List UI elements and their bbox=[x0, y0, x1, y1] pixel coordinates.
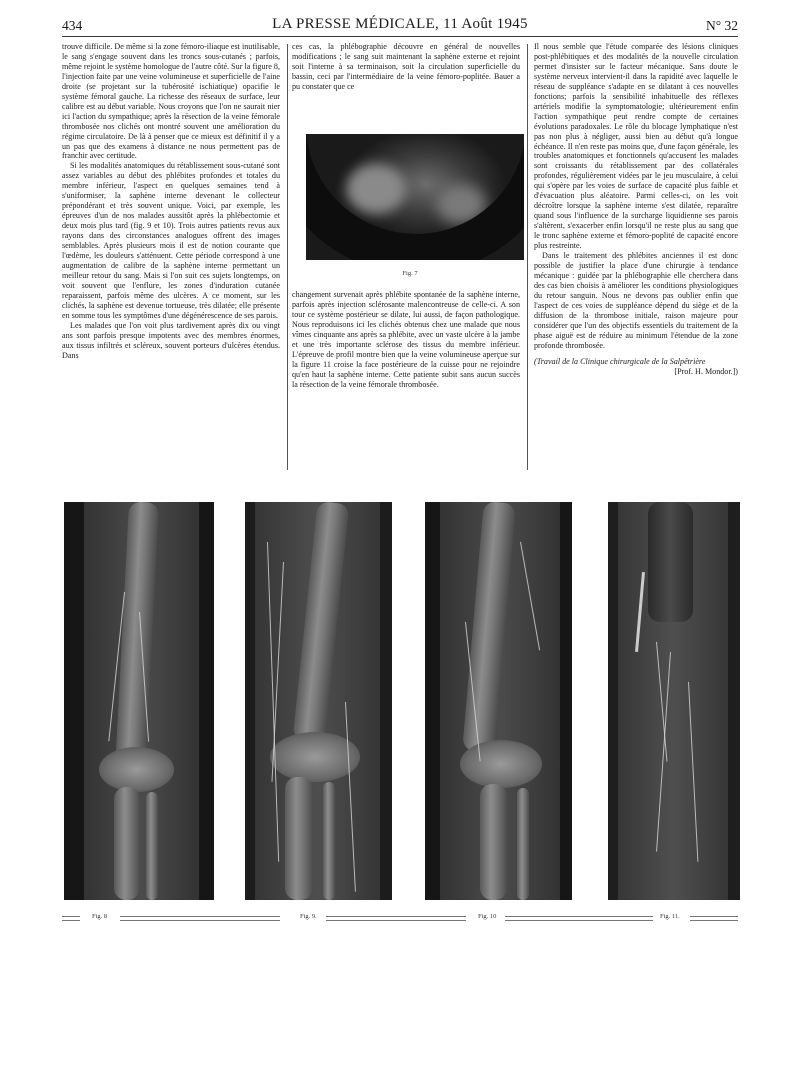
paragraph: Dans le traitement des phlébites anciennes il est donc possible de justifier la place d'une chirurgie à tendance mécanique : guidée par la phlébographie elle cherchera dans des cas bien choisis à améliorer les conditions physiologiques du retour sanguin. Nous ne devons pas oublier enfin que l'aspect de ces voies de suppléance dépend du siège et de la diffusion de la thrombose initiale, raison majeure pour considérer que l'un des objectifs essentiels du traitement de la phase aiguë est de réduire au minimum l'étendue de la zone profonde thrombosée. bbox=[534, 251, 738, 350]
caption-rule bbox=[120, 916, 280, 921]
credit-professor: [Prof. H. Mondor.]) bbox=[674, 366, 738, 376]
text-column-2-bottom bbox=[292, 290, 520, 472]
caption-rule bbox=[62, 916, 80, 921]
paragraph: changement survenait après phlébite spontanée de la saphène interne, parfois après injection sclérosante malencontreuse de celle-ci. A son tour ce système postérieur se dilate, lui aussi, de façon pathologique. Nous reproduisons ici les clichés obtenus chez une malade que nous vîmes cinquante ans après sa phlébite, avec un vaste ulcère à la jambe et une très importante sclérose des tissus du membre inférieur. L'épreuve de profil montre bien que la veine volumineuse aperçue sur la figure 11 croise la face postérieure de la cuisse pour ne rejoindre qu'en haut la saphène interne. Cette patiente subit sans aucun succès la résection de la veine fémorale thrombosée. bbox=[292, 290, 520, 389]
paragraph: ces cas, la phlébographie découvre en général de nouvelles modifications ; le sang suit maintenant la saphène externe et rejoint soit l'interne à sa terminaison, soit la circulation superficielle du bassin, ceci par l'intermédiaire de la veine fémoro-poplitée. Bauer a pu constater que ce bbox=[292, 42, 520, 91]
paragraph: Les malades que l'on voit plus tardivement après dix ou vingt ans sont parfois presque impotents avec des membres énormes, aux tissus infiltrés et scléreux, souvent porteurs d'ulcères étendus. Dans bbox=[62, 320, 280, 360]
figure-8-xray bbox=[64, 502, 214, 900]
figure-8-caption: Fig. 8 bbox=[92, 913, 108, 920]
page-header bbox=[62, 12, 738, 42]
caption-rule bbox=[505, 916, 653, 921]
figure-11-xray bbox=[608, 502, 740, 900]
figure-10-caption: Fig. 10 bbox=[478, 913, 497, 920]
text-column-1 bbox=[62, 42, 280, 472]
figure-11-caption: Fig. 11. bbox=[660, 913, 680, 920]
column-divider bbox=[287, 44, 288, 470]
paragraph: trouve difficile. De même si la zone fémoro-iliaque est inutilisable, le sang s'engage souvent dans les troncs sous-cutanés ; parfois, même rejoint le système homologue de l'autre côté. Sur la figure 8, l'injection faite par une veine volumineuse et superficielle de l'aine droite (se projetant sur la tubérosité ischiatique) opacifie le système fémoral gauche. La richesse des réseaux de surface, leur calibre est au début variable. Nous croyons que l'on ne saurait nier ici l'action du sympathique; après la résection de la veine fémorale thrombosée nos clichés ont montré souvent une amélioration du régime circulatoire. De là à penser que ce mieux est définitif il y a un pas que des examens à distance ne nous permettent pas de franchir avec certitude. bbox=[62, 42, 280, 161]
issue-number: N° 32 bbox=[705, 18, 738, 33]
paragraph: Si les modalités anatomiques du rétablissement sous-cutané sont assez variables au début des phlébites profondes et totales du membre inférieur, l'aspect en quelques semaines tend à s'uniformiser, la saphène interne devenant le collecteur prépondérant et très souvent unique. Voici, par exemple, les épreuves d'un de nos malades aussitôt après la phlébectomie et deux mois plus tard (fig. 9 et 10). Trois autres patients revus aux rayons dans des circonstances analogues offrent des images semblables. Après plusieurs mois il est de notion courante que l'œdème, les douleurs s'atténuent. Cette période correspond à une augmentation de calibre de la saphène interne permettant un meilleur retour du sang. Mais si l'on suit ces sujets longtemps, on voit souvent que l'enflure, les zones d'induration cutanée reparaissent, parfois même des ulcères. A ce moment, sur les clichés, la saphène est devenue tortueuse, très dilatée; elle présente en somme tous les symptômes d'une dégénérescence de ses parois. bbox=[62, 161, 280, 320]
paragraph: Il nous semble que l'étude comparée des lésions cliniques post-phlébitiques et des modalités de la nouvelle circulation permet d'insister sur le facteur mécanique. Sans doute le système nerveux intervient-il dans la rapidité avec laquelle le réseau de suppléance s'adapte en se dilatant à ces nouvelles fonctions; parfois la sensibilité inhabituelle des réflexes artériels modifie la symptomatologie; ultérieurement enfin l'action sympathique peut rendre compte de certaines évolutions paradoxales. Le rôle du blocage lymphatique n'est pas non plus à négliger, aussi bien au début qu'à longue échéance. Il n'en reste pas moins que, d'une façon générale, les troubles anatomiques et fonctionnels qu'accusent les malades sont croissants du rétablissement par des collatérales profondes, régulièrement vidées par le jeu musculaire, à celui qui s'opère par les voies de surface de capacité plus faible et d'évacuation plus aléatoire. Parmi celles-ci, on les voit décroître lorsque la saphène interne s'est dilatée, reparaître quand sous l'influence de la surcharge liquidienne ses parois s'altèrent, s'exacerber enfin lorsqu'il ne reste plus au sang que le tronc saphène externe et fémoro-poplité de capacité encore plus restreinte. bbox=[534, 42, 738, 251]
page-number: 434 bbox=[62, 18, 83, 33]
figure-7-caption: Fig. 7 bbox=[402, 270, 418, 277]
figure-10-xray bbox=[425, 502, 572, 900]
header-rule bbox=[62, 36, 738, 37]
caption-rule bbox=[690, 916, 738, 921]
figure-7-xray bbox=[306, 134, 524, 260]
journal-title: LA PRESSE MÉDICALE, 11 Août 1945 bbox=[272, 16, 528, 32]
text-column-2-top bbox=[292, 42, 520, 124]
caption-rule bbox=[326, 916, 466, 921]
figure-9-xray bbox=[245, 502, 392, 900]
figure-9-caption: Fig. 9. bbox=[300, 913, 317, 920]
column-divider bbox=[527, 44, 528, 470]
text-column-3 bbox=[534, 42, 738, 474]
credit-line: (Travail de la Clinique chirurgicale de la Salpêtrière bbox=[534, 356, 706, 366]
